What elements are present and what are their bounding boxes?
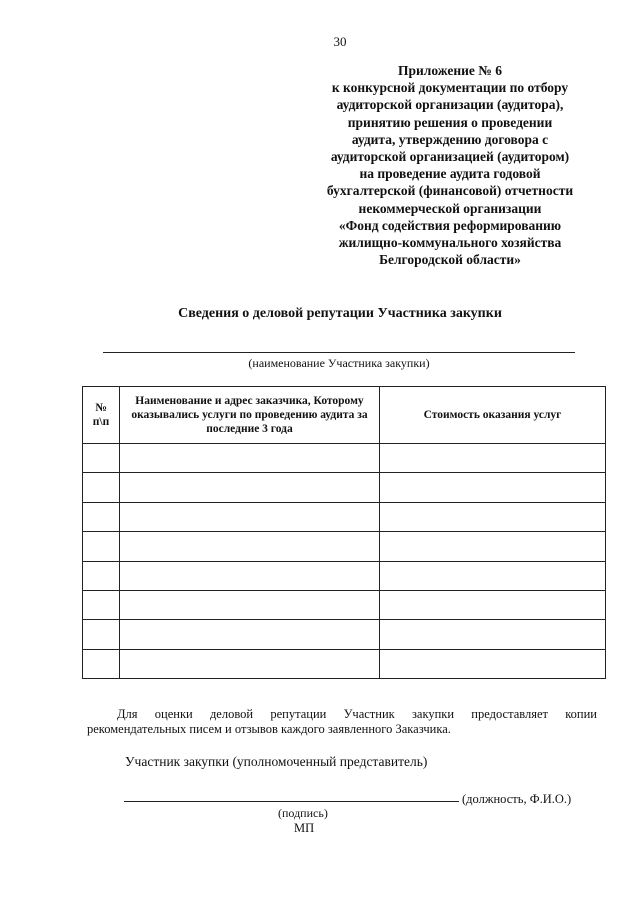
table-cell	[83, 620, 120, 649]
table-cell	[120, 502, 380, 531]
signature-caption: (подпись)	[278, 806, 328, 820]
stamp-place: МП	[294, 821, 315, 835]
appendix-line: бухгалтерской (финансовой) отчетности	[326, 183, 574, 199]
table-cell	[83, 473, 120, 502]
table-cell	[380, 620, 606, 649]
table-cell	[120, 473, 380, 502]
table-cell	[120, 649, 380, 678]
appendix-line: «Фонд содействия реформированию	[338, 217, 562, 233]
header-cost: Стоимость оказания услуг	[380, 387, 606, 444]
table-cell	[380, 590, 606, 619]
table-cell	[120, 561, 380, 590]
appendix-line: к конкурсной документации по отбору	[331, 80, 569, 96]
appendix-line: Белгородской области»	[379, 252, 521, 268]
table-row	[83, 620, 606, 649]
table-row	[83, 561, 606, 590]
table-cell	[380, 502, 606, 531]
page-number: 30	[333, 34, 347, 49]
table-cell	[83, 444, 120, 473]
document-title: Сведения о деловой репутации Участника закупки	[178, 306, 502, 321]
table-cell	[83, 561, 120, 590]
header-number: № п\п	[83, 387, 120, 444]
table-cell	[120, 444, 380, 473]
signatory-title: Участник закупки (уполномоченный представитель)	[125, 754, 428, 769]
note-line: рекомендательных писем и отзывов каждого заявленного Заказчика.	[87, 722, 451, 736]
appendix-line: Приложение № 6	[398, 63, 502, 78]
participant-name-caption: (наименование Участника закупки)	[248, 356, 430, 370]
appendix-line: аудита, утверждению договора с	[351, 131, 549, 147]
table-cell	[380, 444, 606, 473]
table-cell	[83, 590, 120, 619]
appendix-line: на проведение аудита годовой	[359, 166, 541, 182]
table-cell	[83, 532, 120, 561]
reputation-table	[82, 386, 606, 679]
signature-line	[124, 801, 459, 802]
table-row	[83, 532, 606, 561]
table-row	[83, 473, 606, 502]
table-cell	[120, 532, 380, 561]
reputation-note	[87, 707, 597, 737]
appendix-header	[300, 62, 600, 268]
table-header-row	[83, 387, 606, 444]
table-row	[83, 590, 606, 619]
table-body	[83, 444, 606, 679]
note-line: Для оценки деловой репутации Участник закупки предоставляет копии	[117, 707, 597, 721]
table-cell	[380, 532, 606, 561]
table-row	[83, 444, 606, 473]
appendix-line: принятию решения о проведении	[347, 114, 553, 130]
table-row	[83, 502, 606, 531]
appendix-line: некоммерческой организации	[358, 200, 542, 216]
table-cell	[380, 473, 606, 502]
role-caption: (должность, Ф.И.О.)	[462, 792, 572, 806]
appendix-line: жилищно-коммунального хозяйства	[338, 235, 562, 251]
table-row	[83, 649, 606, 678]
table-cell	[120, 620, 380, 649]
table-cell	[380, 649, 606, 678]
table-cell	[83, 649, 120, 678]
appendix-line: аудиторской организацией (аудитором)	[330, 149, 570, 165]
participant-name-line	[103, 352, 575, 353]
header-customer: Наименование и адрес заказчика, Которому оказывались услуги по проведению аудита за последние 3 года	[120, 387, 380, 444]
table-cell	[120, 590, 380, 619]
appendix-line: аудиторской организации (аудитора),	[336, 97, 564, 113]
table-cell	[83, 502, 120, 531]
table-cell	[380, 561, 606, 590]
